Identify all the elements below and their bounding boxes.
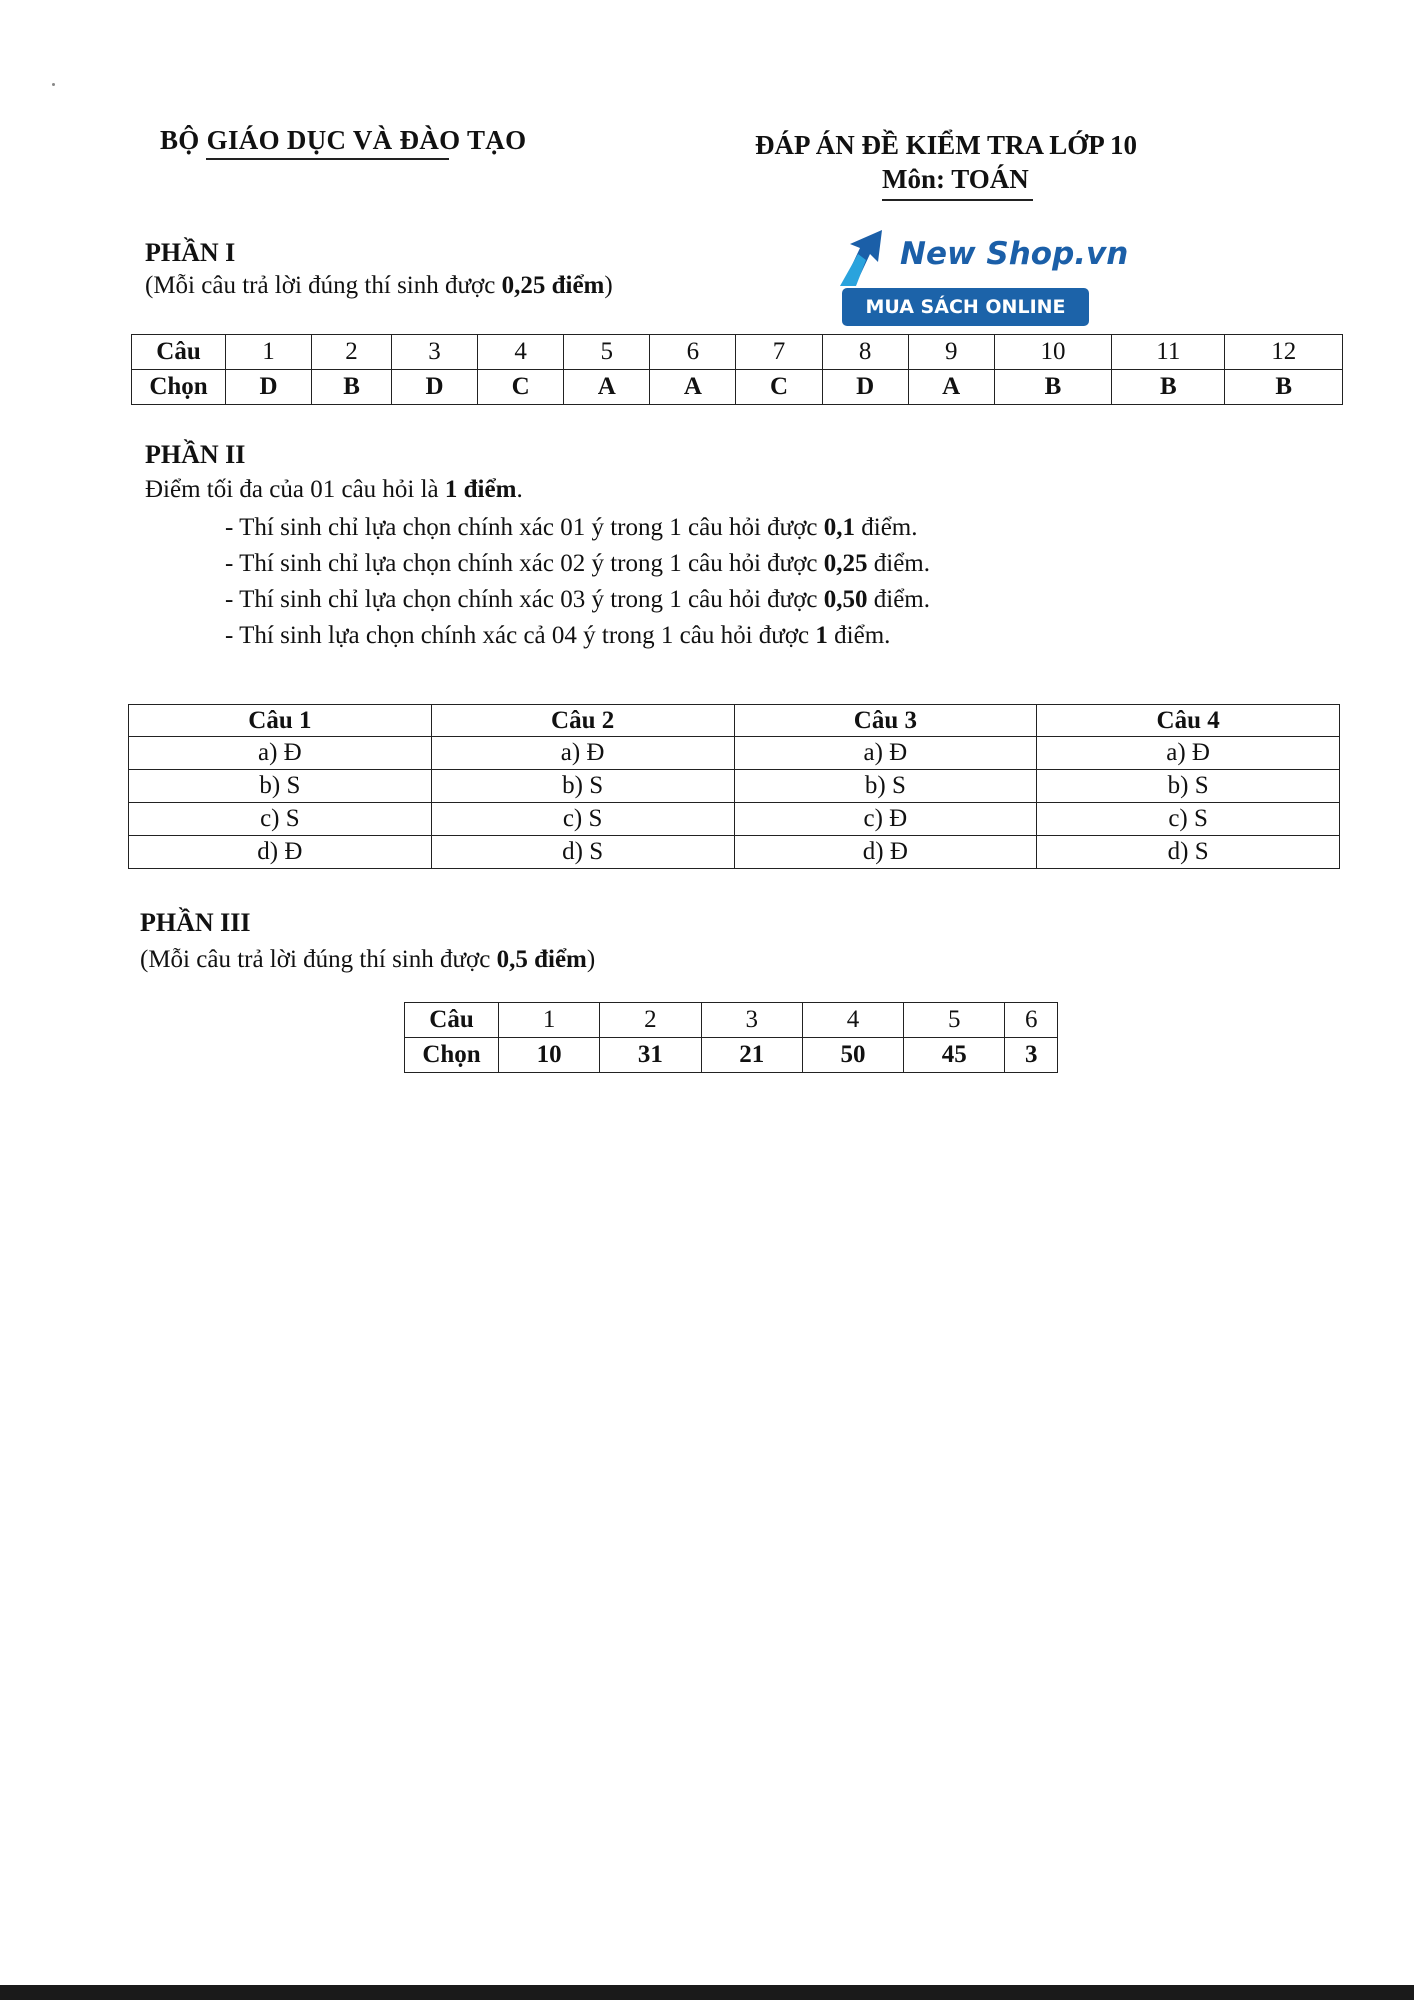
rule-text: - Thí sinh chỉ lựa chọn chính xác 03 ý trong 1 câu hỏi được — [225, 586, 824, 613]
answer-cell: C — [736, 370, 822, 405]
rule-text: - Thí sinh lựa chọn chính xác cả 04 ý trong 1 câu hỏi được — [225, 622, 816, 649]
part2-answer-table — [128, 704, 1340, 869]
question-cell: 9 — [908, 335, 994, 370]
part1-note-close: ) — [604, 272, 613, 299]
question-cell: 10 — [994, 335, 1111, 370]
rule-points: 0,50 — [823, 586, 868, 613]
rule-unit: điểm. — [827, 622, 891, 649]
row-label: Câu — [405, 1003, 499, 1038]
question-cell: 6 — [1005, 1003, 1058, 1038]
answer-cell: D — [226, 370, 312, 405]
answer-cell: B — [1225, 370, 1343, 405]
answer-cell: D — [822, 370, 908, 405]
question-cell: 6 — [650, 335, 736, 370]
question-cell: 5 — [564, 335, 650, 370]
rule-points: 0,25 — [823, 550, 868, 577]
part3-note-points: 0,5 điểm — [496, 946, 587, 973]
ministry-underline — [206, 158, 449, 160]
part3-title: PHẦN III — [140, 908, 251, 937]
part3-answer-table — [404, 1002, 1058, 1073]
statement-cell: a) Đ — [431, 737, 734, 770]
part2-row — [129, 836, 1340, 869]
rule-text: - Thí sinh chỉ lựa chọn chính xác 01 ý trong 1 câu hỏi được — [225, 514, 824, 541]
answer-cell: B — [994, 370, 1111, 405]
part3-question-row — [405, 1003, 1058, 1038]
answer-cell: 45 — [904, 1038, 1005, 1073]
rule-unit: điểm. — [867, 550, 931, 577]
rule-unit: điểm. — [867, 586, 931, 613]
statement-cell: d) S — [431, 836, 734, 869]
statement-cell: d) Đ — [734, 836, 1037, 869]
answer-cell: A — [564, 370, 650, 405]
part2-title: PHẦN II — [145, 440, 246, 469]
question-header: Câu 3 — [734, 705, 1037, 737]
answer-cell: A — [650, 370, 736, 405]
part3-answer-row — [405, 1038, 1058, 1073]
part2-intro-points: 1 điểm — [444, 476, 517, 503]
question-cell: 1 — [499, 1003, 600, 1038]
part1-note-text: (Mỗi câu trả lời đúng thí sinh được — [145, 272, 502, 299]
ministry-name: BỘ GIÁO DỤC VÀ ĐÀO TẠO — [160, 125, 527, 155]
rule-unit: điểm. — [855, 514, 918, 541]
statement-cell: d) Đ — [129, 836, 432, 869]
part2-row — [129, 770, 1340, 803]
statement-cell: c) S — [129, 803, 432, 836]
question-cell: 5 — [904, 1003, 1005, 1038]
question-cell: 1 — [226, 335, 312, 370]
scan-bottom-edge — [0, 1985, 1414, 2000]
part2-row — [129, 737, 1340, 770]
part3-note — [140, 946, 595, 974]
part3-note-close: ) — [586, 946, 596, 973]
part2-rule — [225, 622, 890, 650]
part2-intro-text: Điểm tối đa của 01 câu hỏi là — [145, 476, 445, 503]
statement-cell: b) S — [1037, 770, 1340, 803]
row-label: Chọn — [405, 1038, 499, 1073]
statement-cell: b) S — [129, 770, 432, 803]
row-label: Chọn — [132, 370, 226, 405]
statement-cell: a) Đ — [1037, 737, 1340, 770]
question-cell: 3 — [392, 335, 478, 370]
part2-rule — [225, 550, 930, 578]
question-cell: 11 — [1112, 335, 1225, 370]
question-header: Câu 4 — [1037, 705, 1340, 737]
question-cell: 2 — [600, 1003, 701, 1038]
part2-rule — [225, 514, 918, 542]
question-cell: 7 — [736, 335, 822, 370]
exam-title: ĐÁP ÁN ĐỀ KIỂM TRA LỚP 10 — [755, 130, 1138, 160]
exam-subject: Môn: TOÁN — [882, 164, 1029, 194]
answer-cell: A — [908, 370, 994, 405]
rule-points: 1 — [815, 622, 828, 649]
answer-cell: B — [1112, 370, 1225, 405]
subject-underline — [882, 199, 1033, 201]
question-cell: 8 — [822, 335, 908, 370]
part2-intro-end: . — [516, 476, 523, 503]
answer-cell: 31 — [600, 1038, 701, 1073]
statement-cell: d) S — [1037, 836, 1340, 869]
question-cell: 4 — [478, 335, 564, 370]
part1-title: PHẦN I — [145, 238, 236, 267]
row-label: Câu — [132, 335, 226, 370]
part2-header-row — [129, 705, 1340, 737]
part1-question-row — [132, 335, 1343, 370]
answer-cell: 10 — [499, 1038, 600, 1073]
part3-note-text: (Mỗi câu trả lời đúng thí sinh được — [140, 946, 497, 973]
arrow-logo-icon — [838, 226, 900, 288]
part1-note-points: 0,25 điểm — [501, 272, 605, 299]
answer-cell: D — [392, 370, 478, 405]
answer-cell: C — [478, 370, 564, 405]
part1-answer-table — [131, 334, 1343, 405]
question-cell: 12 — [1225, 335, 1343, 370]
question-header: Câu 1 — [129, 705, 432, 737]
part1-note — [145, 272, 613, 300]
part2-rule — [225, 586, 930, 614]
newshop-logo — [838, 226, 1129, 328]
question-cell: 4 — [802, 1003, 903, 1038]
answer-cell: 50 — [802, 1038, 903, 1073]
statement-cell: b) S — [431, 770, 734, 803]
answer-cell: 3 — [1005, 1038, 1058, 1073]
statement-cell: a) Đ — [129, 737, 432, 770]
rule-points: 0,1 — [823, 514, 856, 541]
statement-cell: a) Đ — [734, 737, 1037, 770]
statement-cell: c) S — [431, 803, 734, 836]
logo-brand-text: New Shop.vn — [900, 236, 1129, 272]
statement-cell: c) Đ — [734, 803, 1037, 836]
statement-cell: b) S — [734, 770, 1037, 803]
question-header: Câu 2 — [431, 705, 734, 737]
part2-intro — [145, 476, 523, 504]
part1-answer-row — [132, 370, 1343, 405]
question-cell: 2 — [312, 335, 392, 370]
part2-row — [129, 803, 1340, 836]
scan-speck — [52, 83, 55, 86]
answer-cell: 21 — [701, 1038, 802, 1073]
rule-text: - Thí sinh chỉ lựa chọn chính xác 02 ý trong 1 câu hỏi được — [225, 550, 824, 577]
logo-badge: MUA SÁCH ONLINE — [842, 288, 1089, 326]
answer-cell: B — [312, 370, 392, 405]
statement-cell: c) S — [1037, 803, 1340, 836]
question-cell: 3 — [701, 1003, 802, 1038]
